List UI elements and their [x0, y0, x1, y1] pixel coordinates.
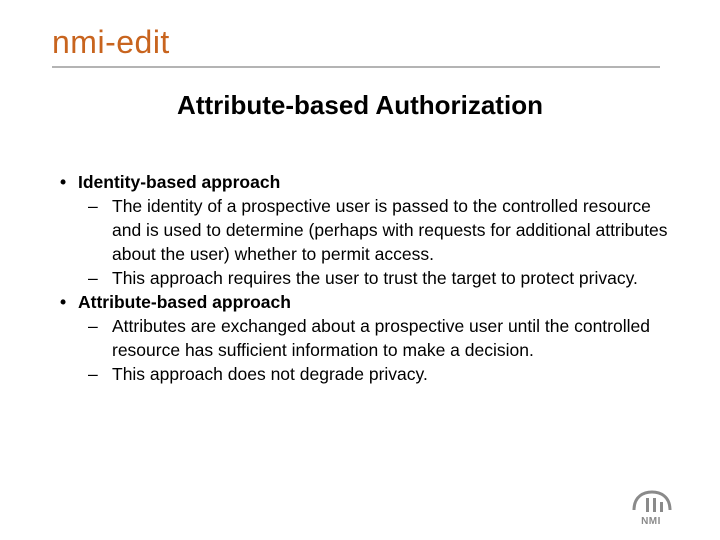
dash-icon: – [88, 196, 98, 216]
nmi-logo-icon [626, 486, 676, 516]
header-divider [52, 66, 660, 68]
bullet-item [60, 290, 680, 314]
sub-bullet-text: Attributes are exchanged about a prospective user until the controlled resource has sufficient information to make a decision. [112, 316, 650, 360]
bullet-item [60, 170, 680, 194]
bullet-icon: • [60, 172, 67, 192]
dash-icon: – [88, 268, 98, 288]
sub-bullet-item [60, 266, 680, 290]
sub-bullet-item [60, 314, 680, 362]
bullet-text: Identity-based approach [78, 172, 281, 192]
nmi-logo [626, 486, 676, 530]
logo-text: NMI [641, 516, 661, 527]
dash-icon: – [88, 364, 98, 384]
sub-bullet-text: The identity of a prospective user is passed to the controlled resource and is used to determine (perhaps with requests for additional attributes about the user) whether to permit access. [112, 196, 668, 264]
sub-bullet-text: This approach requires the user to trust the target to protect privacy. [112, 268, 638, 288]
bullet-text: Attribute-based approach [78, 292, 291, 312]
sub-bullet-item [60, 194, 680, 266]
sub-bullet-text: This approach does not degrade privacy. [112, 364, 428, 384]
bullet-icon: • [60, 292, 67, 312]
slide-content [60, 170, 680, 386]
sub-bullet-item [60, 362, 680, 386]
brand-title: nmi-edit [52, 24, 170, 60]
slide-title: Attribute-based Authorization [177, 90, 543, 120]
dash-icon: – [88, 316, 98, 336]
